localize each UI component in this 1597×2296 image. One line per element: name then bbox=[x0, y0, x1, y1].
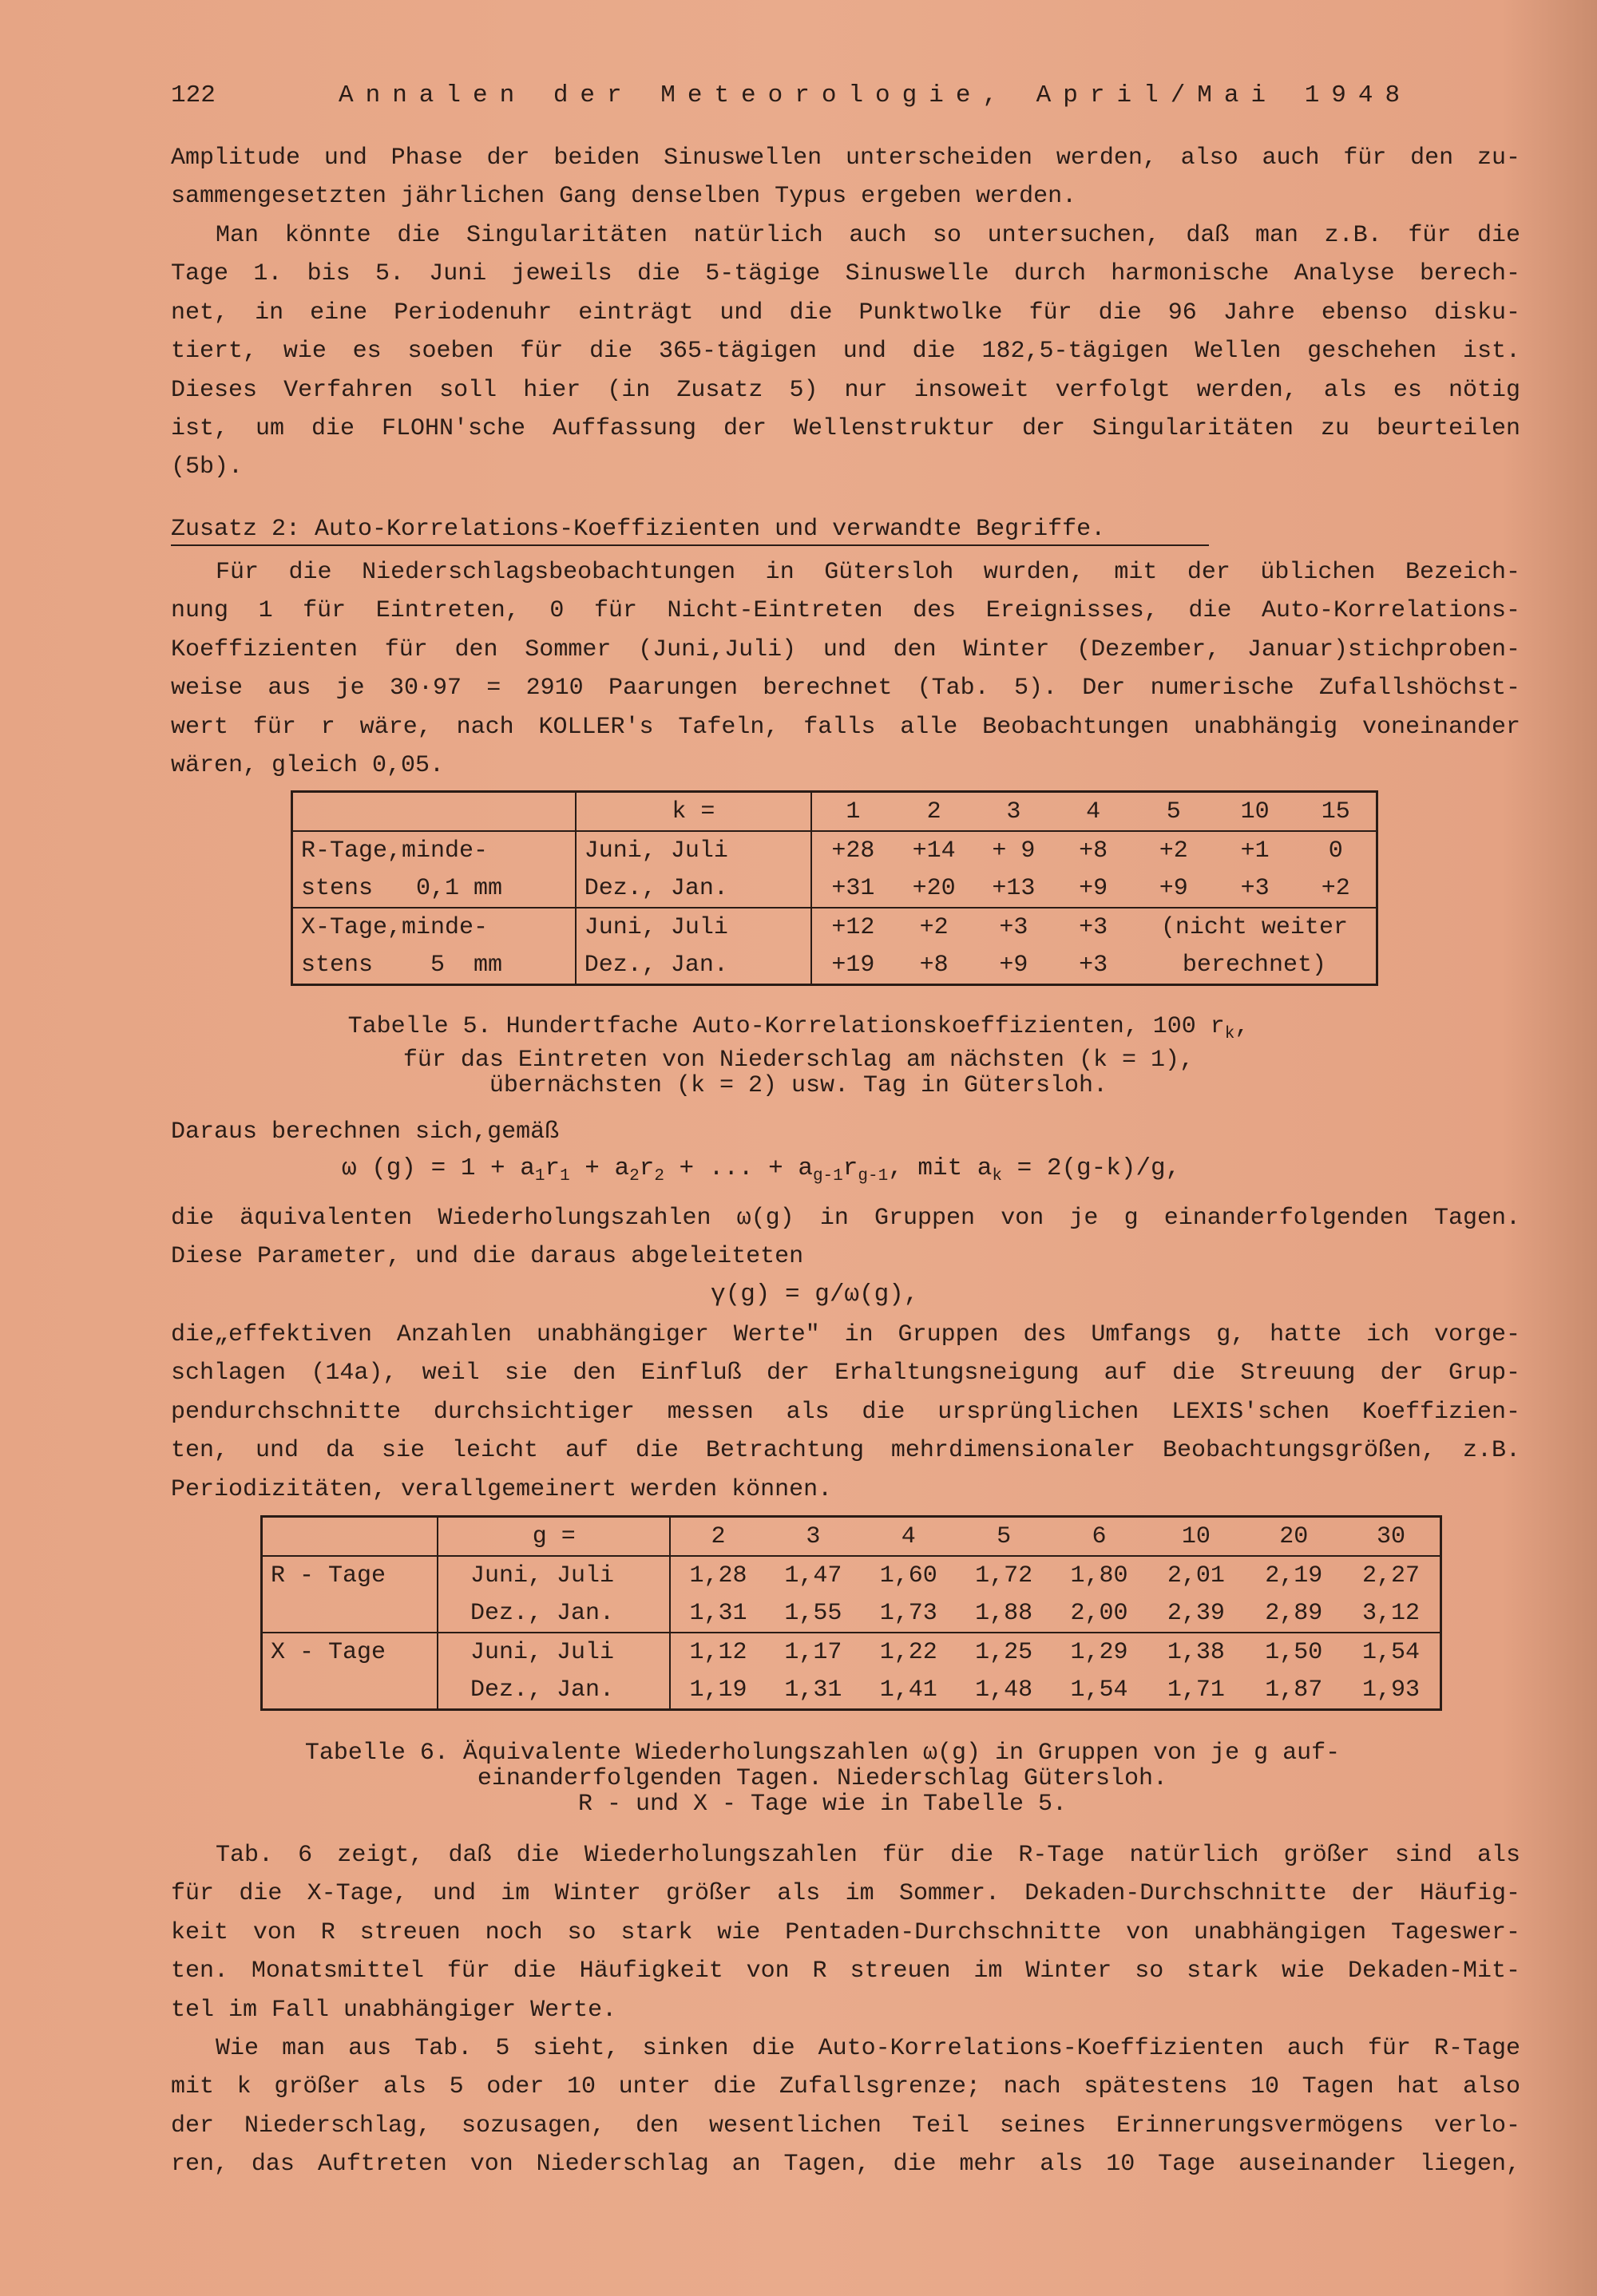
text-line: sammengesetzten jährlichen Gang denselben Typus ergeben werden. bbox=[171, 183, 1077, 211]
table-cell: +3 bbox=[1079, 951, 1108, 979]
season-cell: Juni, Juli bbox=[576, 831, 811, 869]
g-value: 30 bbox=[1342, 1517, 1441, 1557]
table-cell: 1,60 bbox=[879, 1562, 937, 1589]
table-cell: +3 bbox=[1215, 869, 1296, 908]
formula-part: r bbox=[639, 1154, 655, 1182]
table-cell: 1,93 bbox=[1361, 1676, 1420, 1704]
paragraph-6 bbox=[171, 1316, 1520, 1509]
text-line: Dieses Verfahren soll hier (in Zusatz 5) nur insoweit verfolgt werden, als es nötig bbox=[171, 376, 1520, 404]
table-cell: + 9 bbox=[992, 837, 1036, 865]
table-cell: +28 bbox=[831, 837, 875, 865]
table-cell: 1,88 bbox=[956, 1594, 1051, 1633]
caption-line: Tabelle 6. Äquivalente Wiederholungszahlen ω(g) in Gruppen von je g auf- bbox=[304, 1740, 1341, 1767]
table-row bbox=[262, 1633, 1441, 1671]
formula-sub: 2 bbox=[629, 1167, 640, 1186]
table-5 bbox=[291, 790, 1378, 986]
k-value: 1 bbox=[811, 792, 894, 832]
table-cell: 2,89 bbox=[1246, 1594, 1342, 1633]
season-cell: Dez., Jan. bbox=[576, 946, 811, 985]
text-line: nung 1 für Eintreten, 0 für Nicht-Eintreten des Ereignisses, die Auto-Korrelations- bbox=[171, 597, 1520, 625]
table-cell: 1,25 bbox=[975, 1638, 1033, 1666]
table-cell: 1,48 bbox=[975, 1676, 1033, 1704]
formula-part: ω (g) = 1 + a bbox=[342, 1154, 535, 1182]
caption-comma: , bbox=[1234, 1013, 1250, 1040]
formula-sub: g-1 bbox=[858, 1167, 889, 1186]
text-line: Diese Parameter, und die daraus abgeleiteten bbox=[171, 1243, 804, 1271]
paragraph-3 bbox=[171, 553, 1520, 785]
text-line: Tab. 6 zeigt, daß die Wiederholungszahlen für die R-Tage natürlich größer sind als bbox=[216, 1842, 1520, 1869]
text-line: ten. Monatsmittel für die Häufigkeit von R streuen im Winter so stark wie Dekaden-Mit- bbox=[171, 1958, 1520, 1985]
g-value: 5 bbox=[956, 1517, 1051, 1557]
table-cell: 1,73 bbox=[861, 1594, 956, 1633]
g-value: 2 bbox=[670, 1517, 765, 1557]
table-cell: 1,31 bbox=[784, 1676, 842, 1704]
formula-sub: g-1 bbox=[812, 1167, 843, 1186]
table-cell: 1,38 bbox=[1167, 1638, 1225, 1666]
group-label: stens 5 mm bbox=[292, 946, 576, 985]
formula-omega bbox=[342, 1154, 1180, 1186]
g-label: g = bbox=[438, 1517, 670, 1557]
text-line: Periodizitäten, verallgemeinert werden können. bbox=[171, 1475, 833, 1503]
group-label: R-Tage,minde- bbox=[292, 831, 576, 869]
table-cell: +3 bbox=[999, 913, 1028, 941]
k-value: 2 bbox=[894, 792, 974, 832]
table-cell: 1,28 bbox=[689, 1562, 747, 1589]
text-line: tiert, wie es soeben für die 365-tägigen und die 182,5-tägigen Wellen geschehen ist. bbox=[171, 338, 1520, 366]
table-row bbox=[292, 831, 1377, 869]
table-header-row bbox=[292, 792, 1377, 832]
table-cell: 1,47 bbox=[784, 1562, 842, 1589]
table-row bbox=[292, 946, 1377, 985]
formula-part: r bbox=[842, 1154, 858, 1182]
g-value: 10 bbox=[1147, 1517, 1245, 1557]
table-row bbox=[292, 908, 1377, 946]
table-cell: 1,19 bbox=[689, 1676, 747, 1704]
text-line: ten, und da sie leicht auf die Betrachtung mehrdimensionaler Beobachtungsgrößen, z.B. bbox=[171, 1437, 1520, 1465]
table-cell: 1,31 bbox=[670, 1594, 765, 1633]
table-cell: +3 bbox=[1079, 913, 1108, 941]
season-cell: Dez., Jan. bbox=[438, 1594, 670, 1633]
text-line: ren, das Auftreten von Niederschlag an Tagen, die mehr als 10 Tage auseinander liegen, bbox=[171, 2151, 1520, 2179]
formula-part: + ... + a bbox=[664, 1154, 813, 1182]
formula-part: = 2(g-k)/g, bbox=[1002, 1154, 1181, 1182]
season-cell: Juni, Juli bbox=[576, 908, 811, 946]
text-line: mit k größer als 5 oder 10 unter die Zufallsgrenze; nach spätestens 10 Tagen hat also bbox=[171, 2073, 1520, 2101]
table-cell: 1,22 bbox=[879, 1638, 937, 1666]
table-cell: +1 bbox=[1240, 837, 1270, 865]
k-value: 5 bbox=[1133, 792, 1215, 832]
k-value: 3 bbox=[974, 792, 1054, 832]
g-value: 20 bbox=[1246, 1517, 1342, 1557]
g-value: 3 bbox=[766, 1517, 861, 1557]
table-cell: +9 bbox=[1053, 869, 1133, 908]
text-line: Tage 1. bis 5. Juni jeweils die 5-tägige Sinuswelle durch harmonische Analyse berech- bbox=[171, 260, 1520, 288]
season-cell: Dez., Jan. bbox=[576, 869, 811, 908]
caption-text: Tabelle 5. Hundertfache Auto-Korrelationskoeffizienten, 100 r bbox=[347, 1013, 1225, 1040]
table-cell: 1,12 bbox=[689, 1638, 747, 1666]
text-line: wären, gleich 0,05. bbox=[171, 752, 445, 780]
text-line: Man könnte die Singularitäten natürlich auch so untersuchen, daß man z.B. für die bbox=[216, 222, 1520, 249]
text-line: die äquivalenten Wiederholungszahlen ω(g) in Gruppen von je g einanderfolgenden Tagen. bbox=[171, 1205, 1520, 1232]
table-cell: 2,00 bbox=[1052, 1594, 1147, 1633]
table-cell: +2 bbox=[1159, 837, 1188, 865]
table-cell: 0 bbox=[1328, 837, 1343, 865]
paragraph-4 bbox=[171, 1113, 1520, 1151]
table-row bbox=[292, 869, 1377, 908]
formula-part: + a bbox=[569, 1154, 630, 1182]
formula-sub: k bbox=[992, 1167, 1003, 1186]
table-row bbox=[262, 1671, 1441, 1710]
text-line: (5b). bbox=[171, 453, 244, 481]
group-label: R - Tage bbox=[262, 1556, 438, 1594]
table-cell: +19 bbox=[831, 951, 875, 979]
text-line: Wie man aus Tab. 5 sieht, sinken die Auto-Korrelations-Koeffizienten auch für R-Tage bbox=[216, 2035, 1520, 2062]
paragraph-1 bbox=[171, 139, 1520, 216]
g-value: 4 bbox=[861, 1517, 956, 1557]
paragraph-5 bbox=[171, 1199, 1520, 1277]
table-cell: 1,17 bbox=[784, 1638, 842, 1666]
caption-line bbox=[240, 1014, 1357, 1047]
table-cell: +31 bbox=[811, 869, 894, 908]
table-6 bbox=[260, 1515, 1442, 1711]
text-line: weise aus je 30·97 = 2910 Paarungen berechnet (Tab. 5). Der numerische Zufallshöchst- bbox=[171, 675, 1520, 703]
table-cell: 1,72 bbox=[975, 1562, 1033, 1589]
page-number: 122 bbox=[171, 81, 216, 109]
season-cell: Dez., Jan. bbox=[438, 1671, 670, 1710]
formula-sub: 1 bbox=[534, 1167, 545, 1186]
table-row bbox=[262, 1594, 1441, 1633]
group-label: stens 0,1 mm bbox=[292, 869, 576, 908]
formula-part: r bbox=[545, 1154, 561, 1182]
table-cell: 1,71 bbox=[1167, 1676, 1225, 1704]
caption-subscript: k bbox=[1224, 1025, 1235, 1043]
formula-sub: 1 bbox=[560, 1167, 570, 1186]
text-line: die„effektiven Anzahlen unabhängiger Werte" in Gruppen des Umfangs g, hatte ich vorge- bbox=[171, 1321, 1520, 1348]
k-label: k = bbox=[576, 792, 811, 832]
table-cell: 1,41 bbox=[879, 1676, 937, 1704]
k-value: 4 bbox=[1053, 792, 1133, 832]
note-cell: berechnet) bbox=[1182, 951, 1326, 979]
table-header-row bbox=[262, 1517, 1441, 1557]
table-row bbox=[262, 1556, 1441, 1594]
table-5-caption bbox=[240, 1014, 1357, 1099]
table-cell: 3,12 bbox=[1342, 1594, 1441, 1633]
group-label: X-Tage,minde- bbox=[292, 908, 576, 946]
caption-line: R - und X - Tage wie in Tabelle 5. bbox=[577, 1791, 1068, 1818]
k-value: 10 bbox=[1215, 792, 1296, 832]
table-6-caption bbox=[240, 1740, 1405, 1817]
caption-line: einanderfolgenden Tagen. Niederschlag Gütersloh. bbox=[477, 1765, 1168, 1792]
section-heading: Zusatz 2: Auto-Korrelations-Koeffizienten und verwandte Begriffe. bbox=[171, 516, 1209, 546]
text-line: pendurchschnitte durchsichtiger messen als die ursprünglichen LEXIS'schen Koeffizien- bbox=[171, 1398, 1520, 1426]
table-cell: +8 bbox=[919, 951, 949, 979]
table-cell: +8 bbox=[1079, 837, 1108, 865]
journal-title: Annalen der Meteorologie, April/Mai 1948 bbox=[339, 81, 1413, 109]
text-line: Amplitude und Phase der beiden Sinuswellen unterscheiden werden, also auch für den zu- bbox=[171, 144, 1520, 172]
formula-part: , mit a bbox=[888, 1154, 993, 1182]
table-cell: +13 bbox=[974, 869, 1054, 908]
formula-sub: 2 bbox=[654, 1167, 664, 1186]
table-cell: +12 bbox=[831, 913, 875, 941]
table-cell: 2,19 bbox=[1265, 1562, 1323, 1589]
text-line: der Niederschlag, sozusagen, den wesentlichen Teil seines Erinnerungsvermögens verlo- bbox=[171, 2112, 1520, 2140]
running-header bbox=[171, 81, 1412, 109]
text-line: tel im Fall unabhängiger Werte. bbox=[171, 1996, 617, 2024]
k-value: 15 bbox=[1296, 792, 1377, 832]
table-cell: +2 bbox=[1296, 869, 1377, 908]
text-line: net, in eine Periodenuhr einträgt und die Punktwolke für die 96 Jahre ebenso disku- bbox=[171, 299, 1520, 327]
table-cell: 1,29 bbox=[1070, 1638, 1128, 1666]
table-cell: 1,54 bbox=[1361, 1638, 1420, 1666]
text-line: schlagen (14a), weil sie den Einfluß der Erhaltungsneigung auf die Streuung der Grup- bbox=[171, 1360, 1520, 1387]
paragraph-8 bbox=[171, 2029, 1520, 2184]
table-cell: 1,55 bbox=[766, 1594, 861, 1633]
text-line: Koeffizienten für den Sommer (Juni,Juli) und den Winter (Dezember, Januar)stichproben- bbox=[171, 635, 1520, 663]
group-label: X - Tage bbox=[262, 1633, 438, 1671]
table-cell: +20 bbox=[894, 869, 974, 908]
text-line: keit von R streuen noch so stark wie Pentaden-Durchschnitte von unabhängigen Tageswer- bbox=[171, 1918, 1520, 1946]
table-cell: +14 bbox=[912, 837, 956, 865]
season-cell: Juni, Juli bbox=[438, 1633, 670, 1671]
caption-line: für das Eintreten von Niederschlag am nächsten (k = 1), bbox=[402, 1047, 1195, 1074]
table-cell: 1,80 bbox=[1070, 1562, 1128, 1589]
text-line: ist, um die FLOHN'sche Auffassung der Wellenstruktur der Singularitäten zu beurteilen bbox=[171, 415, 1520, 443]
paragraph-7 bbox=[171, 1836, 1520, 2029]
formula-gamma: γ(g) = g/ω(g), bbox=[711, 1281, 919, 1308]
table-cell: +9 bbox=[1133, 869, 1215, 908]
table-cell: 2,01 bbox=[1167, 1562, 1225, 1589]
text-line: Daraus berechnen sich,gemäß bbox=[171, 1118, 560, 1146]
g-value: 6 bbox=[1052, 1517, 1147, 1557]
paragraph-2 bbox=[171, 216, 1520, 487]
table-cell: 1,87 bbox=[1265, 1676, 1323, 1704]
caption-line: übernächsten (k = 2) usw. Tag in Gütersloh. bbox=[489, 1072, 1108, 1099]
text-line: für die X-Tage, und im Winter größer als im Sommer. Dekaden-Durchschnitte der Häufig- bbox=[171, 1880, 1520, 1908]
table-cell: 1,50 bbox=[1265, 1638, 1323, 1666]
note-cell: (nicht weiter bbox=[1160, 913, 1348, 941]
table-cell: +2 bbox=[919, 913, 949, 941]
table-cell: 1,54 bbox=[1070, 1676, 1128, 1704]
table-cell: 2,27 bbox=[1361, 1562, 1420, 1589]
text-line: Für die Niederschlagsbeobachtungen in Gütersloh wurden, mit der üblichen Bezeich- bbox=[216, 559, 1520, 586]
table-cell: 2,39 bbox=[1147, 1594, 1245, 1633]
text-line: wert für r wäre, nach KOLLER's Tafeln, falls alle Beobachtungen unabhängig voneinander bbox=[171, 713, 1520, 741]
season-cell: Juni, Juli bbox=[438, 1556, 670, 1594]
table-cell: +9 bbox=[999, 951, 1028, 979]
